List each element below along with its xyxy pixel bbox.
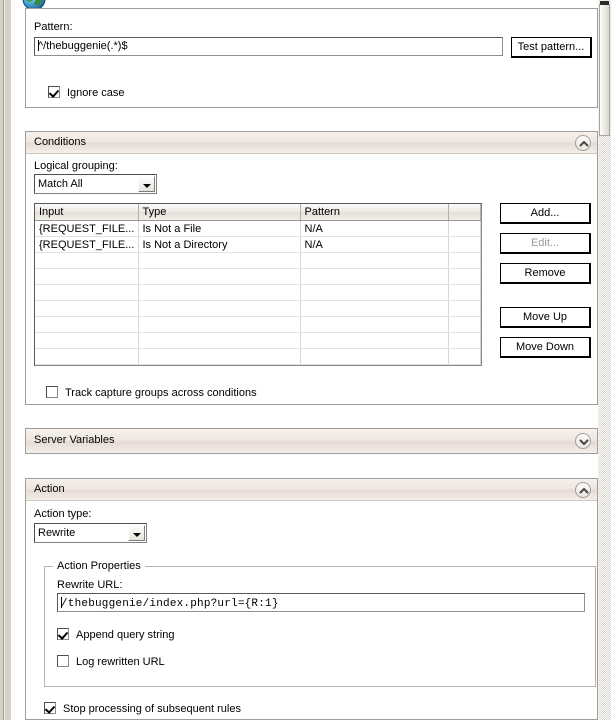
- pattern-label: Pattern:: [34, 21, 73, 33]
- chevron-down-icon[interactable]: [575, 433, 591, 449]
- stop-processing-label: Stop processing of subsequent rules: [63, 703, 241, 715]
- ignore-case-checkbox[interactable]: [48, 86, 124, 99]
- table-row[interactable]: [35, 221, 481, 237]
- conditions-table-body: [35, 221, 481, 365]
- rewrite-url-label: Rewrite URL:: [57, 579, 123, 591]
- empty-cell: [138, 285, 300, 301]
- add-condition-button[interactable]: Add...: [500, 203, 591, 224]
- condition-input: {REQUEST_FILE...: [35, 237, 138, 253]
- empty-cell: [300, 317, 448, 333]
- empty-cell: [448, 333, 481, 349]
- log-rewritten-url-check-mark: [57, 655, 69, 667]
- logical-grouping-value: Match All: [38, 178, 83, 190]
- empty-cell: [138, 301, 300, 317]
- remove-condition-button[interactable]: Remove: [500, 263, 591, 284]
- track-capture-groups-check-mark: [46, 386, 58, 398]
- table-row-empty[interactable]: [35, 349, 481, 365]
- table-row[interactable]: [35, 237, 481, 253]
- chevron-down-icon[interactable]: [138, 176, 155, 192]
- condition-filler: [448, 221, 481, 237]
- action-section: [25, 478, 598, 720]
- ignore-case-check-mark: [48, 86, 60, 98]
- action-section-title: Action: [34, 483, 65, 495]
- empty-cell: [448, 317, 481, 333]
- stop-processing-checkbox[interactable]: [44, 702, 241, 715]
- conditions-section-title: Conditions: [34, 136, 86, 148]
- table-row-empty[interactable]: [35, 317, 481, 333]
- dialog-content: [13, 0, 598, 720]
- rewrite-url-value: /thebuggenie/index.php?url={R:1}: [61, 598, 279, 610]
- rewrite-url-input[interactable]: [57, 593, 585, 612]
- empty-cell: [448, 349, 481, 365]
- empty-cell: [138, 333, 300, 349]
- empty-cell: [300, 333, 448, 349]
- empty-cell: [300, 285, 448, 301]
- log-rewritten-url-label: Log rewritten URL: [76, 656, 165, 668]
- ignore-case-label: Ignore case: [67, 87, 125, 99]
- move-down-button[interactable]: Move Down: [500, 337, 591, 358]
- stop-processing-check-mark: [44, 702, 56, 714]
- condition-pattern: N/A: [300, 237, 448, 253]
- condition-type: Is Not a Directory: [138, 237, 300, 253]
- empty-cell: [35, 253, 138, 269]
- table-header-row: [35, 204, 481, 221]
- action-type-value: Rewrite: [38, 527, 76, 539]
- vertical-scrollbar-thumb[interactable]: [599, 4, 610, 136]
- empty-cell: [300, 253, 448, 269]
- column-header-pattern[interactable]: Pattern: [300, 204, 448, 221]
- empty-cell: [35, 349, 138, 365]
- table-row-empty[interactable]: [35, 285, 481, 301]
- empty-cell: [448, 269, 481, 285]
- track-capture-groups-label: Track capture groups across conditions: [65, 387, 257, 399]
- window-left-border: [0, 0, 12, 720]
- empty-cell: [138, 317, 300, 333]
- table-row-empty[interactable]: [35, 253, 481, 269]
- column-header-input[interactable]: Input: [35, 204, 138, 221]
- empty-cell: [300, 301, 448, 317]
- action-properties-title: Action Properties: [53, 560, 145, 572]
- empty-cell: [448, 301, 481, 317]
- empty-cell: [448, 253, 481, 269]
- match-url-panel: [25, 8, 598, 108]
- server-variables-section-header[interactable]: [26, 429, 597, 453]
- logical-grouping-select[interactable]: [34, 174, 157, 194]
- conditions-grid[interactable]: [34, 203, 482, 366]
- action-section-header[interactable]: [26, 479, 597, 501]
- table-row-empty[interactable]: [35, 333, 481, 349]
- empty-cell: [35, 317, 138, 333]
- test-pattern-button[interactable]: Test pattern...: [511, 37, 592, 58]
- pattern-input[interactable]: [34, 37, 503, 56]
- table-row-empty[interactable]: [35, 301, 481, 317]
- append-query-string-checkbox[interactable]: [57, 628, 174, 641]
- empty-cell: [448, 285, 481, 301]
- empty-cell: [138, 253, 300, 269]
- chevron-up-icon[interactable]: [575, 482, 591, 498]
- conditions-section: [25, 131, 598, 405]
- column-header-filler: [448, 204, 481, 221]
- column-header-type[interactable]: Type: [138, 204, 300, 221]
- conditions-table: [35, 204, 481, 365]
- empty-cell: [138, 269, 300, 285]
- condition-pattern: N/A: [300, 221, 448, 237]
- chevron-down-icon[interactable]: [128, 525, 145, 541]
- append-query-string-check-mark: [57, 628, 69, 640]
- empty-cell: [35, 333, 138, 349]
- condition-input: {REQUEST_FILE...: [35, 221, 138, 237]
- log-rewritten-url-checkbox[interactable]: [57, 655, 165, 668]
- conditions-section-header[interactable]: [26, 132, 597, 154]
- action-type-label: Action type:: [34, 508, 92, 520]
- server-variables-section-title: Server Variables: [34, 434, 115, 446]
- append-query-string-label: Append query string: [76, 629, 175, 641]
- empty-cell: [300, 269, 448, 285]
- condition-type: Is Not a File: [138, 221, 300, 237]
- table-row-empty[interactable]: [35, 269, 481, 285]
- action-type-select[interactable]: [34, 523, 147, 543]
- empty-cell: [35, 269, 138, 285]
- empty-cell: [35, 301, 138, 317]
- track-capture-groups-checkbox[interactable]: [46, 386, 257, 399]
- server-variables-section: [25, 428, 598, 454]
- action-properties-groupbox: [44, 560, 596, 687]
- logical-grouping-label: Logical grouping:: [34, 160, 118, 172]
- pattern-input-value: ^/thebuggenie(.*)$: [38, 40, 128, 52]
- condition-filler: [448, 237, 481, 253]
- chevron-up-icon[interactable]: [575, 135, 591, 151]
- empty-cell: [138, 349, 300, 365]
- edit-condition-button[interactable]: Edit...: [500, 233, 591, 254]
- move-up-button[interactable]: Move Up: [500, 307, 591, 328]
- empty-cell: [35, 285, 138, 301]
- empty-cell: [300, 349, 448, 365]
